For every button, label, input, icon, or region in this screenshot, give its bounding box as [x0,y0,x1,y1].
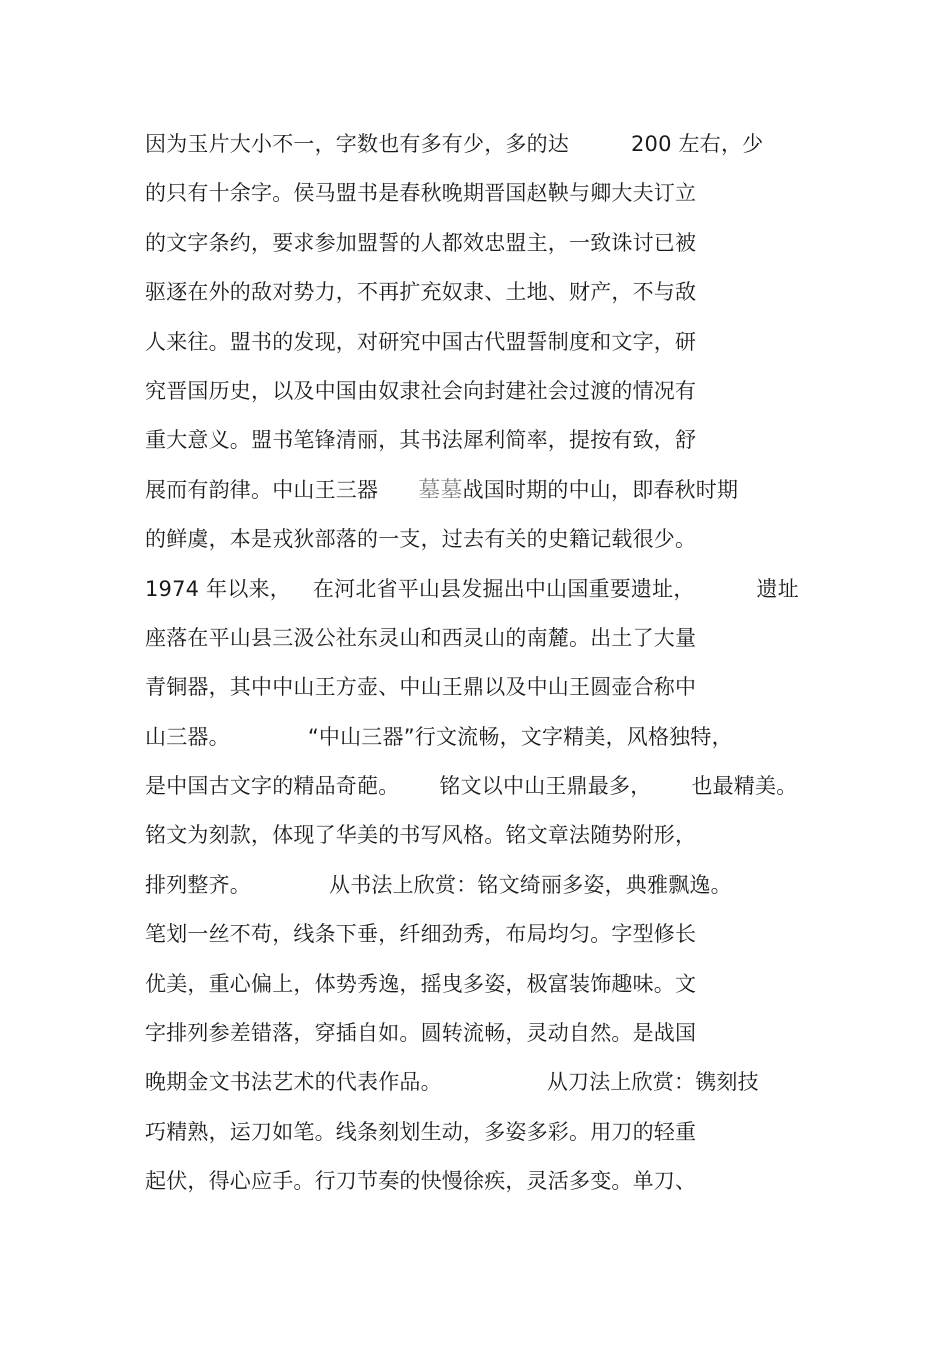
text-line [145,910,845,959]
text-segment: 起伏，得心应手。行刀节奏的快慢徐疾，灵活多变。单刀、 [145,1169,697,1194]
text-line [145,663,845,712]
text-line [145,169,845,218]
text-segment: 巧精熟，运刀如笔。线条刻划生动，多姿多彩。用刀的轻重 [145,1119,697,1144]
text-line [145,318,845,367]
text-line [145,1009,845,1058]
text-line [145,713,845,762]
text-segment: 青铜器，其中中山王方壶、中山王鼎以及中山王圆壶合称中 [145,675,697,700]
text-segment: 也最精美。 [691,774,798,799]
text-segment: 因为玉片大小不一，字数也有多有少，多的达 [145,132,569,156]
text-segment: 从书法上欣赏：铭文绮丽多姿，典雅飘逸。 [329,872,732,897]
body-text [145,120,845,1207]
degraded-glyphs: 墓墓 [418,477,463,503]
text-segment: 展而有韵律。中山王三器 [145,477,379,502]
text-segment: 战国时期的中山，即春秋时期 [462,477,739,502]
text-segment: 遗址 [756,576,799,601]
text-segment: 的只有十余字。侯马盟书是春秋晚期晋国赵鞅与卿大夫订立 [145,181,697,206]
text-segment: 是中国古文字的精品奇葩。 [145,774,400,799]
text-line [145,1058,845,1107]
text-line [145,811,845,860]
text-line [145,416,845,465]
text-segment: 晚期金文书法艺术的代表作品。 [145,1070,442,1095]
text-segment: 的鲜虞，本是戎狄部落的一支，过去有关的史籍记载很少。 [145,527,697,552]
text-segment: 究晋国历史，以及中国由奴隶社会向封建社会过渡的情况有 [145,378,697,403]
text-segment: 优美，重心偏上，体势秀逸，摇曳多姿，极富装饰趣味。文 [145,971,697,996]
text-line [145,960,845,1009]
text-segment: 山三器。 [145,724,230,749]
text-segment: 从刀法上欣赏：镌刻技 [546,1070,759,1095]
text-segment: 铭文以中山王鼎最多， [439,774,652,799]
text-line [145,565,845,614]
text-line [145,367,845,416]
text-segment: 字排列参差错落，穿插自如。圆转流畅，灵动自然。是战国 [145,1021,697,1046]
text-line [145,861,845,910]
text-line [145,1157,845,1206]
text-segment: 座落在平山县三汲公社东灵山和西灵山的南麓。出土了大量 [145,625,697,650]
text-segment: 驱逐在外的敌对势力，不再扩充奴隶、土地、财产，不与敌 [145,280,697,305]
text-segment: 在河北省平山县发掘出中山国重要遗址， [312,576,695,601]
text-segment: 人来往。盟书的发现，对研究中国古代盟誓制度和文字，研 [145,329,697,354]
text-line [145,762,845,811]
text-line [145,120,845,169]
text-segment: 重大意义。盟书笔锋清丽，其书法犀利简率，提按有致，舒 [145,428,697,453]
text-segment: 排列整齐。 [145,872,251,897]
text-line [145,268,845,317]
text-line [145,466,845,515]
text-segment: 200 左右，少 [631,132,764,156]
text-segment: 的文字条约，要求参加盟誓的人都效忠盟主，一致诛讨已被 [145,230,697,255]
text-line [145,1108,845,1157]
text-segment: 1974 年以来， [145,576,291,601]
text-line [145,515,845,564]
text-segment: 铭文为刻款，体现了华美的书写风格。铭文章法随势附形， [145,823,697,848]
text-segment: 笔划一丝不苟，线条下垂，纤细劲秀，布局均匀。字型修长 [145,922,697,947]
text-line [145,219,845,268]
text-line [145,614,845,663]
text-segment: “中山三器”行文流畅，文字精美，风格独特， [307,724,733,749]
